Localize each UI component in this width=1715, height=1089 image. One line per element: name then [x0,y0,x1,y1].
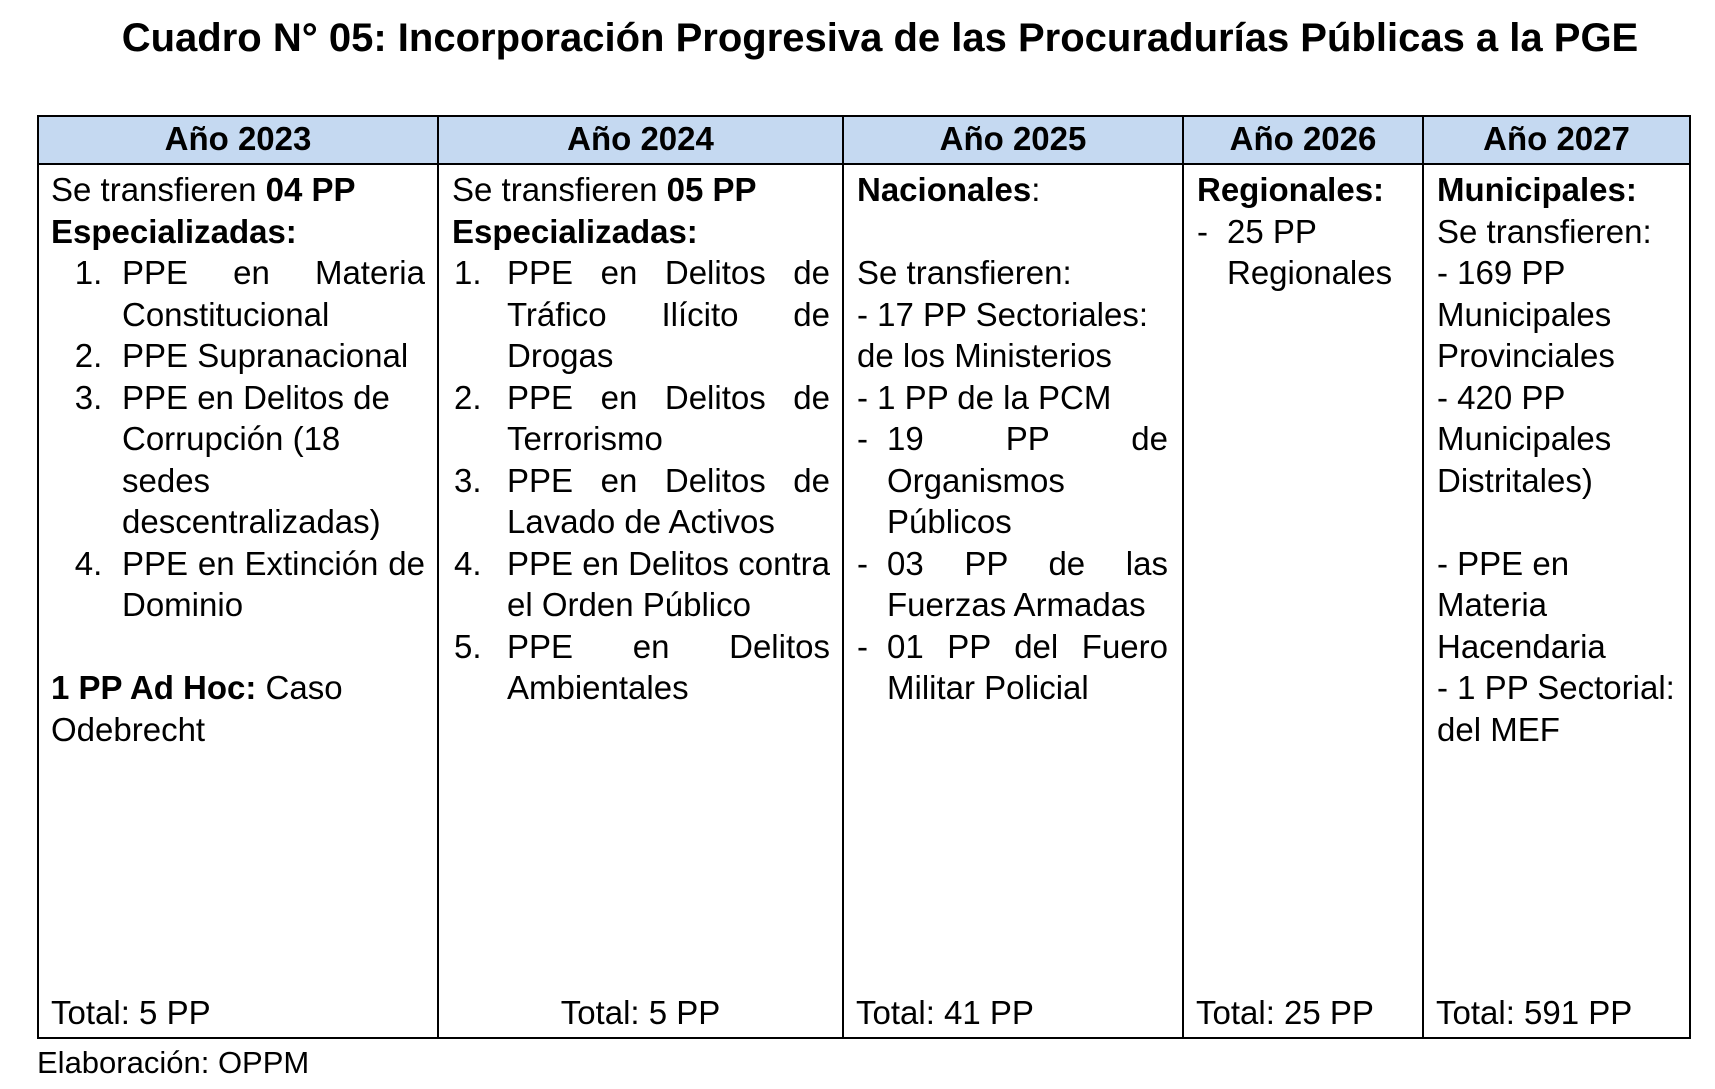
incorporation-table [37,115,1691,1039]
list-item: 5. PPE en Delitos Ambientales [454,627,830,706]
line-hacendaria: - PPE en Materia Hacendaria [1437,544,1606,665]
total-2027: Total: 591 PP [1436,993,1633,1031]
total-2024: Total: 5 PP [560,993,721,1031]
heading-2026: Regionales: [1197,171,1385,208]
line-pcm: - 1 PP de la PCM [857,378,1112,416]
line-provinciales: - 169 PP Municipales Provinciales [1437,254,1615,374]
header-row [38,116,1690,164]
header-2026: Año 2026 [1183,116,1423,164]
cell-2023 [38,164,438,1038]
cell-2024 [438,164,843,1038]
intro-2024: Se transfieren 05 PP [452,171,757,208]
total-2025: Total: 41 PP [856,993,1034,1031]
table-title: Cuadro N° 05: Incorporación Progresiva de las Procuradurías Públicas a la PGE [121,16,1639,60]
heading-2027: Municipales: [1437,171,1637,208]
total-2026: Total: 25 PP [1196,993,1374,1031]
line-distritales: - 420 PP Municipales Distritales) [1437,378,1612,499]
list-item: 4. PPE en Extinción de Dominio [74,544,425,623]
heading-2025: Nacionales: [857,171,1041,208]
body-row [38,164,1690,1038]
list-2023 [51,252,425,626]
list-2024 [452,252,830,709]
list-item: - 03 PP de las Fuerzas Armadas [857,544,1168,623]
intro-2027: Se transfieren: [1437,212,1652,250]
header-2025: Año 2025 [843,116,1183,164]
list-item: 2. PPE en Delitos de Terrorismo [454,378,830,457]
total-2023: Total: 5 PP [51,993,211,1031]
list-item: 1. PPE en Materia Constitucional [74,254,425,333]
line-sectoriales: - 17 PP Sectoriales: de los Ministerios [857,295,1149,374]
cell-2027 [1423,164,1690,1038]
list-item: 2. PPE Supranacional [74,337,409,374]
list-item: - 01 PP del Fuero Militar Policial [857,627,1168,706]
list-item: - 25 PP Regionales [1197,212,1393,291]
subtitle-2023: Especializadas: [51,212,297,250]
header-2027: Año 2027 [1423,116,1690,164]
adhoc-2023: 1 PP Ad Hoc: Caso Odebrecht [51,669,343,748]
list-item: 3. PPE en Delitos de Corrupción (18 sedes descentralizadas) [74,378,390,540]
list-item: - 19 PP de Organismos Públicos [857,420,1168,540]
list-item: 3. PPE en Delitos de Lavado de Activos [454,461,830,540]
subtitle-2024: Especializadas: [452,212,698,250]
line-mef: - 1 PP Sectorial: del MEF [1437,669,1675,748]
cell-2025 [843,164,1183,1038]
intro-2025: Se transfieren: [857,254,1072,291]
intro-2023: Se transfieren 04 PP [51,171,356,208]
cell-2026 [1183,164,1423,1038]
list-item: 1. PPE en Delitos de Tráfico Ilícito de Drogas [454,254,830,374]
header-2023: Año 2023 [38,116,438,164]
footer-note: Elaboración: OPPM [37,1045,310,1080]
header-2024: Año 2024 [438,116,843,164]
list-item: 4. PPE en Delitos contra el Orden Público [454,544,830,623]
